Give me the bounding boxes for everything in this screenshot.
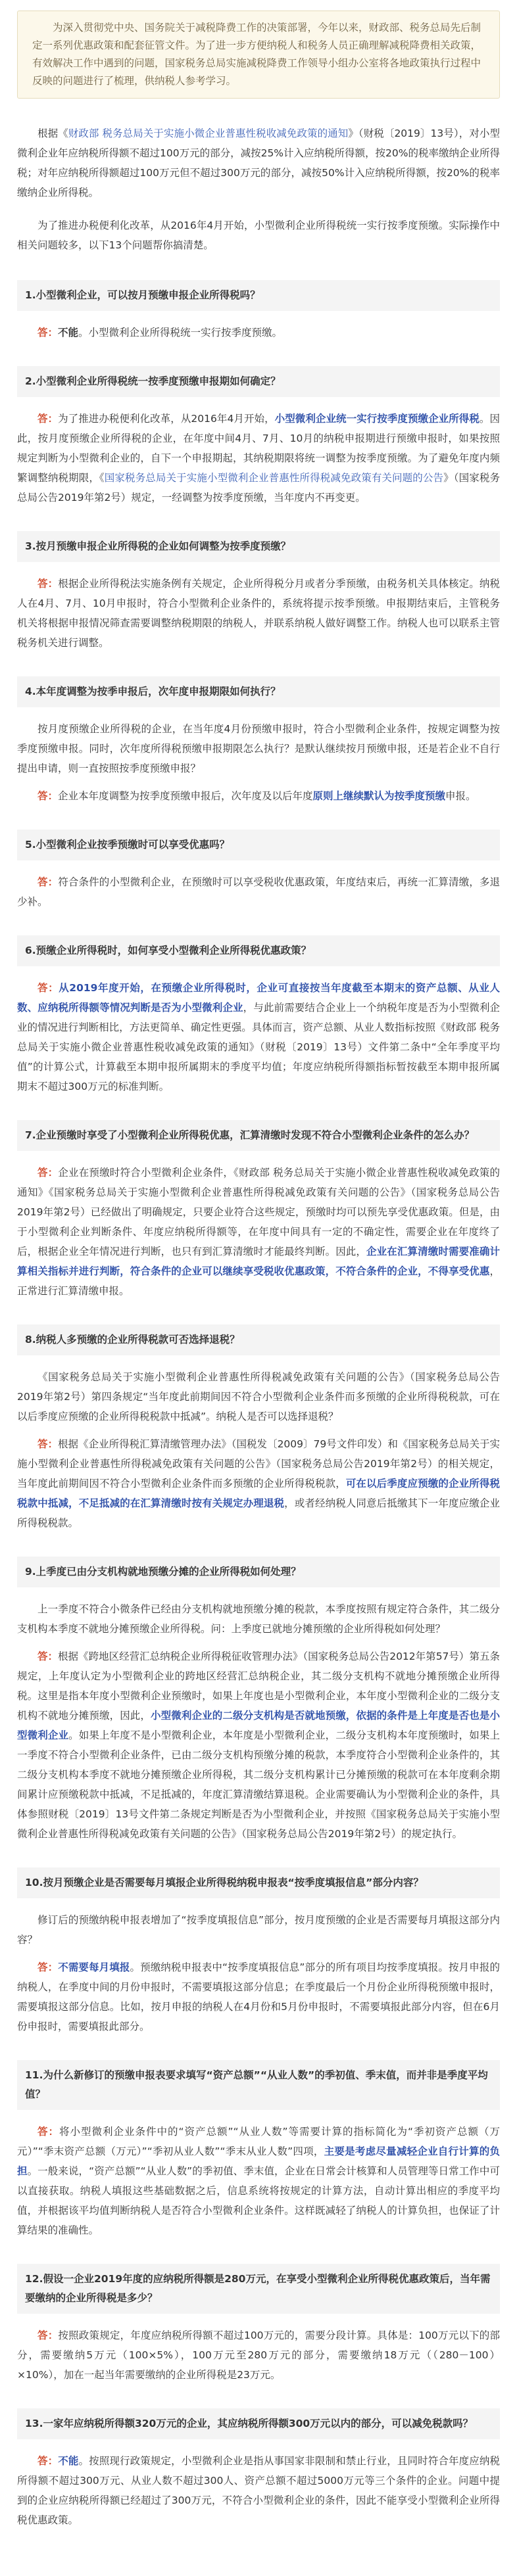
answer-text: ，或者经纳税人同意后抵缴其下一年度应缴企业所得税税款。 bbox=[17, 1497, 500, 1529]
answer-label: 答： bbox=[37, 1961, 59, 1973]
answer-label: 答： bbox=[37, 2330, 59, 2341]
answer-text: 将小型微利企业条件中的“资产总额”“从业人数”等需要计算的指标简化为“季初资产总额（万元）”“季末资产总额（万元）”“季初从业人数”“季末从业人数”四项， bbox=[17, 2126, 500, 2157]
faq-answer bbox=[17, 2326, 500, 2385]
faq-item bbox=[17, 676, 500, 806]
faq-question: 13.一家年应纳税所得额320万元的企业，其应纳税所得额300万元以内的部分，可以减免税款吗？ bbox=[17, 2408, 500, 2439]
faq-question: 7.企业预缴时享受了小型微利企业所得税优惠，汇算清缴时发现不符合小型微利企业条件的怎么办？ bbox=[17, 1120, 500, 1151]
faq-answer bbox=[17, 978, 500, 1096]
answer-label: 答： bbox=[37, 578, 59, 590]
highlighted-text: 从2019年度开始，在预缴企业所得税时，企业可直接按当年度截至本期末的资产总额、从业人数、应纳税所得额等情况判断是否为小型微利企业 bbox=[17, 982, 500, 1014]
answer-text: 根据《跨地区经营汇总纳税企业所得税征收管理办法》（国家税务总局公告2012年第57号）第五条规定，上年度认定为小型微利企业的跨地区经营汇总纳税企业，其二级分支机构不就地分摊预缴企业所得税。这里是指本年度小型微利企业预缴时，如果上年度也是小型微利企业，本年度小型微利企业的二级分支机构不就地分摊预缴，因此， bbox=[17, 1651, 500, 1721]
faq-answer bbox=[17, 2451, 500, 2530]
faq-question: 9.上季度已由分支机构就地预缴分摊的企业所得税如何处理？ bbox=[17, 1557, 500, 1587]
faq-question: 6.预缴企业所得税时，如何享受小型微利企业所得税优惠政策？ bbox=[17, 935, 500, 966]
faq-item bbox=[17, 1324, 500, 1533]
bold-text: 不能 bbox=[58, 327, 79, 339]
faq-list bbox=[17, 280, 500, 2530]
answer-text: ，与此前需要结合企业上一个纳税年度是否为小型微利企业的情况进行判断相比，方法更简单、确定性更强。具体而言，资产总额、从业人数指标按照《财政部 税务总局关于实施小微企业普惠性税收减免政策的通知》（财税〔2019〕13号）文件第二条中“全年季度平均值”的计算公式，计算截至本期申报所属期末的季度平均值；年度应纳税所得额指标暂按截至本期申报所属期末不超过300万元的标准判断。 bbox=[17, 1002, 500, 1092]
answer-label: 答： bbox=[37, 876, 59, 888]
lead-paragraph bbox=[17, 124, 500, 202]
faq-question: 4.本年度调整为按季申报后，次年度申报期限如何执行？ bbox=[17, 676, 500, 707]
answer-text: 《国家税务总局关于实施小型微利企业普惠性所得税减免政策有关问题的公告》（国家税务总局公告2019年第2号）第四条规定“当年度此前期间因不符合小型微利企业条件而多预缴的企业所得税税款，可在以后季度应预缴的企业所得税税款中抵减”。纳税人是否可以选择退税？ bbox=[17, 1371, 500, 1422]
faq-answer bbox=[17, 1910, 500, 2036]
policy-link[interactable]: 国家税务总局关于实施小型微利企业普惠性所得税减免政策有关问题的公告 bbox=[104, 472, 444, 484]
answer-label: 答： bbox=[37, 1438, 59, 1450]
answer-text: 。因此，按月度预缴企业所得税的企业，在年度中间4月、7月、10月的纳税申报期进行预缴申报时，如果按照规定判断为小型微利企业的，自下一个申报期起，其纳税期限将统一调整为按季度预缴。为了避免年度内频繁调整纳税期限，《 bbox=[17, 413, 500, 484]
faq-question: 5.小型微利企业按季预缴时可以享受优惠吗？ bbox=[17, 830, 500, 860]
answer-paragraph bbox=[17, 574, 500, 653]
highlighted-text: 原则上继续默认为按季度预缴 bbox=[312, 790, 446, 802]
lead-text-before: 根据《 bbox=[37, 128, 68, 139]
faq-item bbox=[17, 2264, 500, 2385]
faq-answer bbox=[17, 1163, 500, 1301]
answer-text: 符合条件的小型微利企业，在预缴时可以享受税收优惠政策，年度结束后，再统一汇算清缴，多退少补。 bbox=[17, 876, 500, 908]
answer-text: ，正常进行汇算清缴申报。 bbox=[17, 1265, 500, 1297]
faq-item bbox=[17, 366, 500, 507]
answer-paragraph bbox=[17, 323, 500, 342]
faq-item bbox=[17, 1867, 500, 2036]
highlighted-text: 小型微利企业统一实行按季度预缴企业所得税 bbox=[274, 413, 480, 425]
answer-label: 答： bbox=[37, 2455, 59, 2467]
answer-label: 答： bbox=[37, 327, 59, 339]
answer-label: 答： bbox=[37, 1167, 59, 1179]
highlighted-text: 企业在汇算清缴时需要准确计算相关指标并进行判断，符合条件的企业可以继续享受税收优惠政策，不符合条件的企业，不得享受优惠 bbox=[17, 1246, 500, 1277]
answer-text: 上一季度不符合小微条件已经由分支机构就地预缴分摊的税款，本季度按照有规定符合条件，其二级分支机构本季度不就地分摊预缴企业所得税。问：上季度已就地分摊预缴的企业所得税如何处理？ bbox=[17, 1603, 500, 1635]
answer-paragraph bbox=[17, 2326, 500, 2385]
faq-answer bbox=[17, 719, 500, 806]
answer-paragraph bbox=[17, 1599, 500, 1639]
answer-text: 。预缴纳税申报表中“按季度填报信息”部分的所有项目均按季度填报。按月申报的纳税人，在季度中间的月份申报时，不需要填报这部分信息；在季度最后一个月份企业所得税预缴申报时，需要填报这部分信息。比如，按月申报的纳税人在4月份和5月份申报时，不需要填报此部分内容，但在6月份申报时，需要填报此部分。 bbox=[17, 1961, 500, 2032]
highlighted-text: 小型微利企业的二级分支机构是否就地预缴，依据的条件是上年度是否也是小型微利企业 bbox=[17, 1710, 500, 1741]
answer-text: 。如果上年度不是小型微利企业，本年度是小型微利企业，二级分支机构本年度预缴时，如果上一季度不符合小型微利企业条件，已由二级分支机构预缴分摊的税款，本季度符合小型微利企业条件的，其二级分支机构本季度不就地分摊预缴企业所得税，其二级分支机构累计已分摊预缴的税款可在本年度剩余期间累计应预缴税款中抵减，不足抵减的，年度汇算清缴结算退税。企业需要确认为小型微利企业的条件，具体参照财税〔2019〕13号文件第二条规定判断是否为小型微利企业，并按照《国家税务总局关于实施小型微利企业普惠性所得税减免政策有关问题的公告》（国家税务总局公告2019年第2号）的规定执行。 bbox=[17, 1729, 500, 1840]
lead-paragraph-2: 为了推进办税便利化改革，从2016年4月开始，小型微利企业所得税统一实行按季度预缴。实际操作中相关问题较多，以下13个问题帮你搞清楚。 bbox=[17, 220, 500, 251]
faq-item bbox=[17, 1120, 500, 1301]
faq-answer bbox=[17, 409, 500, 507]
answer-paragraph bbox=[17, 409, 500, 507]
answer-label: 答： bbox=[37, 790, 59, 802]
faq-question: 8.纳税人多预缴的企业所得税款可否选择退税？ bbox=[17, 1324, 500, 1355]
answer-paragraph bbox=[17, 1367, 500, 1426]
answer-text: 。一般来说，“资产总额”“从业人数”的季初值、季末值，企业在日常会计核算和人员管理等日常工作中可以直接获取。纳税人填报这些基础数据之后，信息系统将按规定的计算方法，自动计算出相应的季度平均值，并根据该平均值判断纳税人是否符合小型微利企业条件。这样既减轻了纳税人的计算负担，也保证了计算结果的准确性。 bbox=[17, 2165, 500, 2236]
answer-text: 修订后的预缴纳税申报表增加了“按季度填报信息”部分，按月度预缴的企业是否需要每月填报这部分内容？ bbox=[17, 1914, 500, 1946]
answer-paragraph bbox=[17, 1910, 500, 1950]
answer-text: 。小型微利企业所得税统一实行按季度预缴。 bbox=[78, 327, 283, 339]
answer-paragraph bbox=[17, 1957, 500, 2036]
answer-paragraph bbox=[17, 872, 500, 912]
answer-text: 》（国家税务总局公告2019年第2号）规定，一经调整为按季度预缴，当年度内不再变更。 bbox=[17, 472, 500, 503]
answer-text: 根据《企业所得税汇算清缴管理办法》（国税发〔2009〕79号文件印发）和《国家税务总局关于实施小型微利企业普惠性所得税减免政策有关问题的公告》（国家税务总局公告2019年第2号）的相关规定，当年度此前期间因不符合小型微利企业条件而多预缴的企业所得税税款， bbox=[17, 1438, 500, 1489]
answer-paragraph bbox=[17, 786, 500, 806]
highlighted-text: 不能 bbox=[58, 2455, 79, 2467]
policy-notice-link[interactable]: 财政部 税务总局关于实施小微企业普惠性税收减免政策的通知 bbox=[68, 128, 349, 139]
faq-item bbox=[17, 280, 500, 342]
faq-answer bbox=[17, 574, 500, 653]
faq-answer bbox=[17, 323, 500, 342]
highlighted-text: 可在以后季度应预缴的企业所得税税款中抵减，不足抵减的在汇算清缴时按有关规定办理退税 bbox=[17, 1478, 500, 1509]
answer-paragraph bbox=[17, 2451, 500, 2530]
faq-item bbox=[17, 2060, 500, 2240]
highlighted-text: 不需要每月填报 bbox=[58, 1961, 130, 1973]
answer-text: 为了推进办税便利化改革，从2016年4月开始， bbox=[58, 413, 275, 425]
answer-text: 申报。 bbox=[445, 790, 476, 802]
faq-question: 3.按月预缴申报企业所得税的企业如何调整为按季度预缴？ bbox=[17, 531, 500, 562]
answer-label: 答： bbox=[37, 2126, 59, 2138]
faq-answer bbox=[17, 872, 500, 912]
faq-item bbox=[17, 935, 500, 1096]
answer-paragraph bbox=[17, 1434, 500, 1533]
faq-question: 10.按月预缴企业是否需要每月填报企业所得税纳税申报表“按季度填报信息”部分内容？ bbox=[17, 1867, 500, 1898]
answer-paragraph bbox=[17, 1163, 500, 1301]
faq-question: 1.小型微利企业，可以按月预缴申报企业所得税吗？ bbox=[17, 280, 500, 311]
lead-text-after: 》（财税〔2019〕13号），对小型微利企业年应纳税所得额不超过100万元的部分，减按25%计入应纳税所得额，按20%的税率缴纳企业所得税；对年应纳税所得额超过100万元但不超过300万元的部分，减按50%计入应纳税所得额，按20%的税率缴纳企业所得税。 bbox=[17, 128, 500, 199]
answer-text: 企业在预缴时符合小型微利企业条件，《财政部 税务总局关于实施小微企业普惠性税收减免政策的通知》《国家税务总局关于实施小型微利企业普惠性所得税减免政策有关问题的公告》（国家税务总局公告2019年第2号）已经做出了明确规定，只要企业符合这些规定，预缴时均可以预先享受优惠政策。但是，由于小型微利企业判断条件、年度应纳税所得额等，在年度中间具有一定的不确定性，需要企业在年度终了后，根据企业全年情况进行判断，也只有到汇算清缴时才能最终判断。因此， bbox=[17, 1167, 500, 1257]
faq-answer bbox=[17, 1367, 500, 1533]
highlighted-text: 主要是考虑尽量减轻企业自行计算的负担 bbox=[17, 2145, 500, 2177]
faq-question: 2.小型微利企业所得税统一按季度预缴申报期如何确定？ bbox=[17, 366, 500, 397]
answer-label: 答： bbox=[37, 1651, 59, 1662]
faq-item bbox=[17, 2408, 500, 2530]
faq-question: 12.假设一企业2019年度的应纳税所得额是280万元，在享受小型微利企业所得税优惠政策后，当年需要缴纳的企业所得税是多少？ bbox=[17, 2264, 500, 2314]
answer-text: 按月度预缴企业所得税的企业，在当年度4月份预缴申报时，符合小型微利企业条件，按规定调整为按季度预缴申报。同时，次年度所得税预缴申报期限怎么执行？是默认继续按月预缴申报，还是若企业不自行提出申请，则一直按照按季度预缴申报？ bbox=[17, 723, 500, 774]
answer-text: 按照政策规定，年度应纳税所得额不超过100万元的，需要分段计算。具体是：100万元以下的部分，需要缴纳5万元（100×5%），100万元至280万元的部分，需要缴纳18万元（（280－100）×10%），加在一起当年需要缴纳的企业所得税是23万元。 bbox=[17, 2330, 500, 2381]
answer-paragraph bbox=[17, 1647, 500, 1844]
faq-item bbox=[17, 1557, 500, 1844]
faq-answer bbox=[17, 1599, 500, 1844]
answer-paragraph bbox=[17, 719, 500, 778]
answer-text: 根据企业所得税法实施条例有关规定，企业所得税分月或者分季预缴，由税务机关具体核定。纳税人在4月、7月、10月申报时，符合小型微利企业条件的，系统将提示按季预缴。申报期结束后，主管税务机关将根据申报情况筛查需要调整纳税期限的纳税人，并联系纳税人做好调整工作。纳税人也可以联系主管税务机关进行调整。 bbox=[17, 578, 500, 649]
answer-paragraph bbox=[17, 978, 500, 1096]
faq-question: 11.为什么新修订的预缴申报表要求填写“资产总额”“从业人数”的季初值、季末值，而并非是季度平均值？ bbox=[17, 2060, 500, 2110]
answer-text: 。按照现行政策规定，小型微利企业是指从事国家非限制和禁止行业，且同时符合年度应纳税所得额不超过300万元、从业人数不超过300人、资产总额不超过5000万元等三个条件的企业。问题中提到的企业应纳税所得额已经超过了300万元，不符合小型微利企业的条件，因此不能享受小型微利企业所得税优惠政策。 bbox=[17, 2455, 500, 2526]
answer-paragraph bbox=[17, 2122, 500, 2240]
intro-box: 为深入贯彻党中央、国务院关于减税降费工作的决策部署，今年以来，财政部、税务总局先后制定一系列优惠政策和配套征管文件。为了进一步方便纳税人和税务人员正确理解减税降费相关政策，有效解决工作中遇到的问题，国家税务总局实施减税降费工作领导小组办公室将各地政策执行过程中反映的问题进行了梳理，供纳税人参考学习。 bbox=[17, 11, 500, 99]
faq-item bbox=[17, 531, 500, 653]
faq-item bbox=[17, 830, 500, 912]
answer-label: 答： bbox=[37, 982, 59, 994]
faq-answer bbox=[17, 2122, 500, 2240]
answer-text: 企业本年度调整为按季度预缴申报后，次年度及以后年度 bbox=[58, 790, 313, 802]
answer-label: 答： bbox=[37, 413, 59, 425]
